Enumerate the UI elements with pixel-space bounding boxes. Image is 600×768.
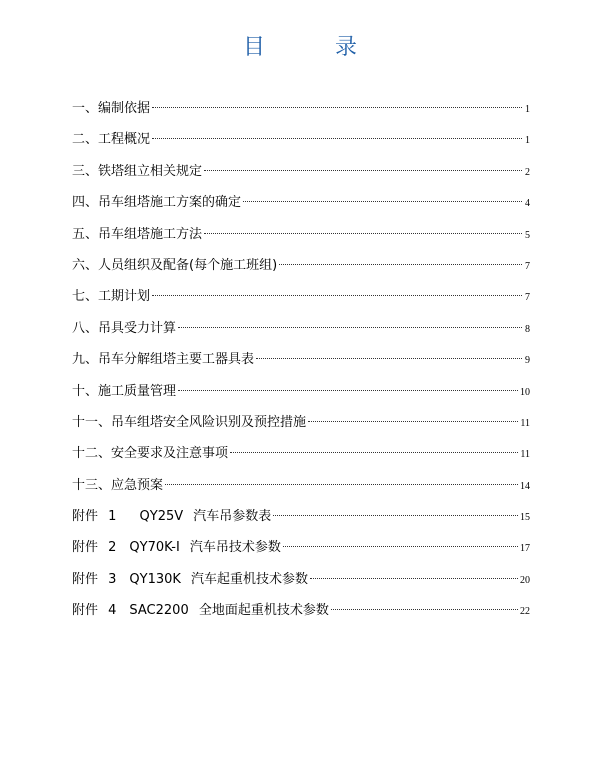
toc-leader-dots [331, 609, 518, 610]
toc-entry-label: 一、编制依据 [72, 101, 151, 116]
toc-entry[interactable] [72, 156, 530, 187]
toc-entry-label: 附件 3 QY130K 汽车起重机技术参数 [72, 571, 309, 587]
toc-entry-appendix[interactable] [72, 564, 530, 595]
toc-entry-label: 七、工期计划 [72, 289, 151, 305]
toc-page-number: 11 [520, 449, 530, 461]
toc-entry[interactable] [72, 124, 530, 155]
toc-leader-dots [204, 170, 522, 171]
toc-entry-label: 五、吊车组塔施工方法 [72, 226, 203, 242]
toc-page-number: 4 [525, 198, 530, 210]
toc-leader-dots [256, 358, 522, 359]
toc-leader-dots [204, 233, 522, 234]
toc-entry-label: 三、铁塔组立相关规定 [72, 163, 203, 179]
page-title: 目 录 [242, 35, 381, 60]
toc-entry-label: 六、人员组织及配备(每个施工班组) [72, 257, 278, 273]
toc-entry-label: 附件 1 QY25V 汽车吊参数表 [72, 509, 272, 525]
toc-entry[interactable] [72, 250, 530, 281]
toc-page-number: 7 [525, 292, 530, 304]
toc-page-number: 20 [520, 574, 530, 586]
toc-entry-label: 十一、吊车组塔安全风险识别及预控措施 [72, 414, 307, 430]
toc-page-number: 2 [525, 166, 530, 178]
toc-leader-dots [152, 295, 522, 296]
toc-entry-label: 二、工程概况 [72, 132, 151, 148]
toc-entry[interactable] [72, 93, 530, 124]
toc-page-number: 15 [520, 512, 530, 524]
toc-entry-label: 十二、安全要求及注意事项 [72, 446, 229, 462]
toc-entry-label: 十三、应急预案 [72, 477, 164, 493]
toc-entry-appendix[interactable] [72, 595, 530, 626]
toc-entry[interactable] [72, 344, 530, 375]
toc-page-number: 10 [520, 386, 530, 398]
toc-entry[interactable] [72, 313, 530, 344]
toc-entry[interactable] [72, 407, 530, 438]
toc-leader-dots [310, 578, 518, 579]
toc-page-number: 17 [520, 543, 530, 555]
toc-leader-dots [243, 201, 522, 202]
toc-entry[interactable] [72, 438, 530, 469]
toc-entry-label: 十、施工质量管理 [72, 383, 177, 399]
toc-page-number: 7 [525, 260, 530, 272]
toc-entry-appendix[interactable] [72, 501, 530, 532]
toc-entry[interactable] [72, 376, 530, 407]
toc-page-number: 5 [525, 229, 530, 241]
toc-entry-label: 四、吊车组塔施工方案的确定 [72, 195, 242, 211]
toc-leader-dots [178, 327, 522, 328]
toc-leader-dots [283, 546, 518, 547]
toc-leader-dots [308, 421, 518, 422]
toc-leader-dots [230, 452, 518, 453]
toc-entry-label: 八、吊具受力计算 [72, 320, 177, 336]
table-of-contents [72, 93, 530, 627]
toc-page-number: 1 [525, 135, 530, 147]
toc-leader-dots [152, 107, 522, 108]
toc-entry-label: 九、吊车分解组塔主要工器具表 [72, 352, 255, 368]
toc-entry-label: 附件 4 SAC2200 全地面起重机技术参数 [72, 603, 329, 619]
toc-entry[interactable] [72, 219, 530, 250]
toc-page-number: 8 [525, 323, 530, 335]
toc-entry[interactable] [72, 281, 530, 312]
toc-page-number: 9 [525, 355, 530, 367]
toc-page-number: 14 [520, 480, 530, 492]
toc-page-number: 1 [525, 104, 530, 115]
toc-entry-appendix[interactable] [72, 532, 530, 563]
toc-leader-dots [178, 390, 518, 391]
toc-leader-dots [279, 264, 522, 265]
toc-entry-label: 附件 2 QY70K-I 汽车吊技术参数 [72, 540, 281, 556]
toc-leader-dots [165, 484, 518, 485]
toc-entry[interactable] [72, 470, 530, 501]
toc-page-number: 11 [520, 417, 530, 429]
toc-leader-dots [152, 138, 522, 139]
toc-entry[interactable] [72, 187, 530, 218]
toc-page-number: 22 [520, 606, 530, 618]
toc-leader-dots [273, 515, 518, 516]
